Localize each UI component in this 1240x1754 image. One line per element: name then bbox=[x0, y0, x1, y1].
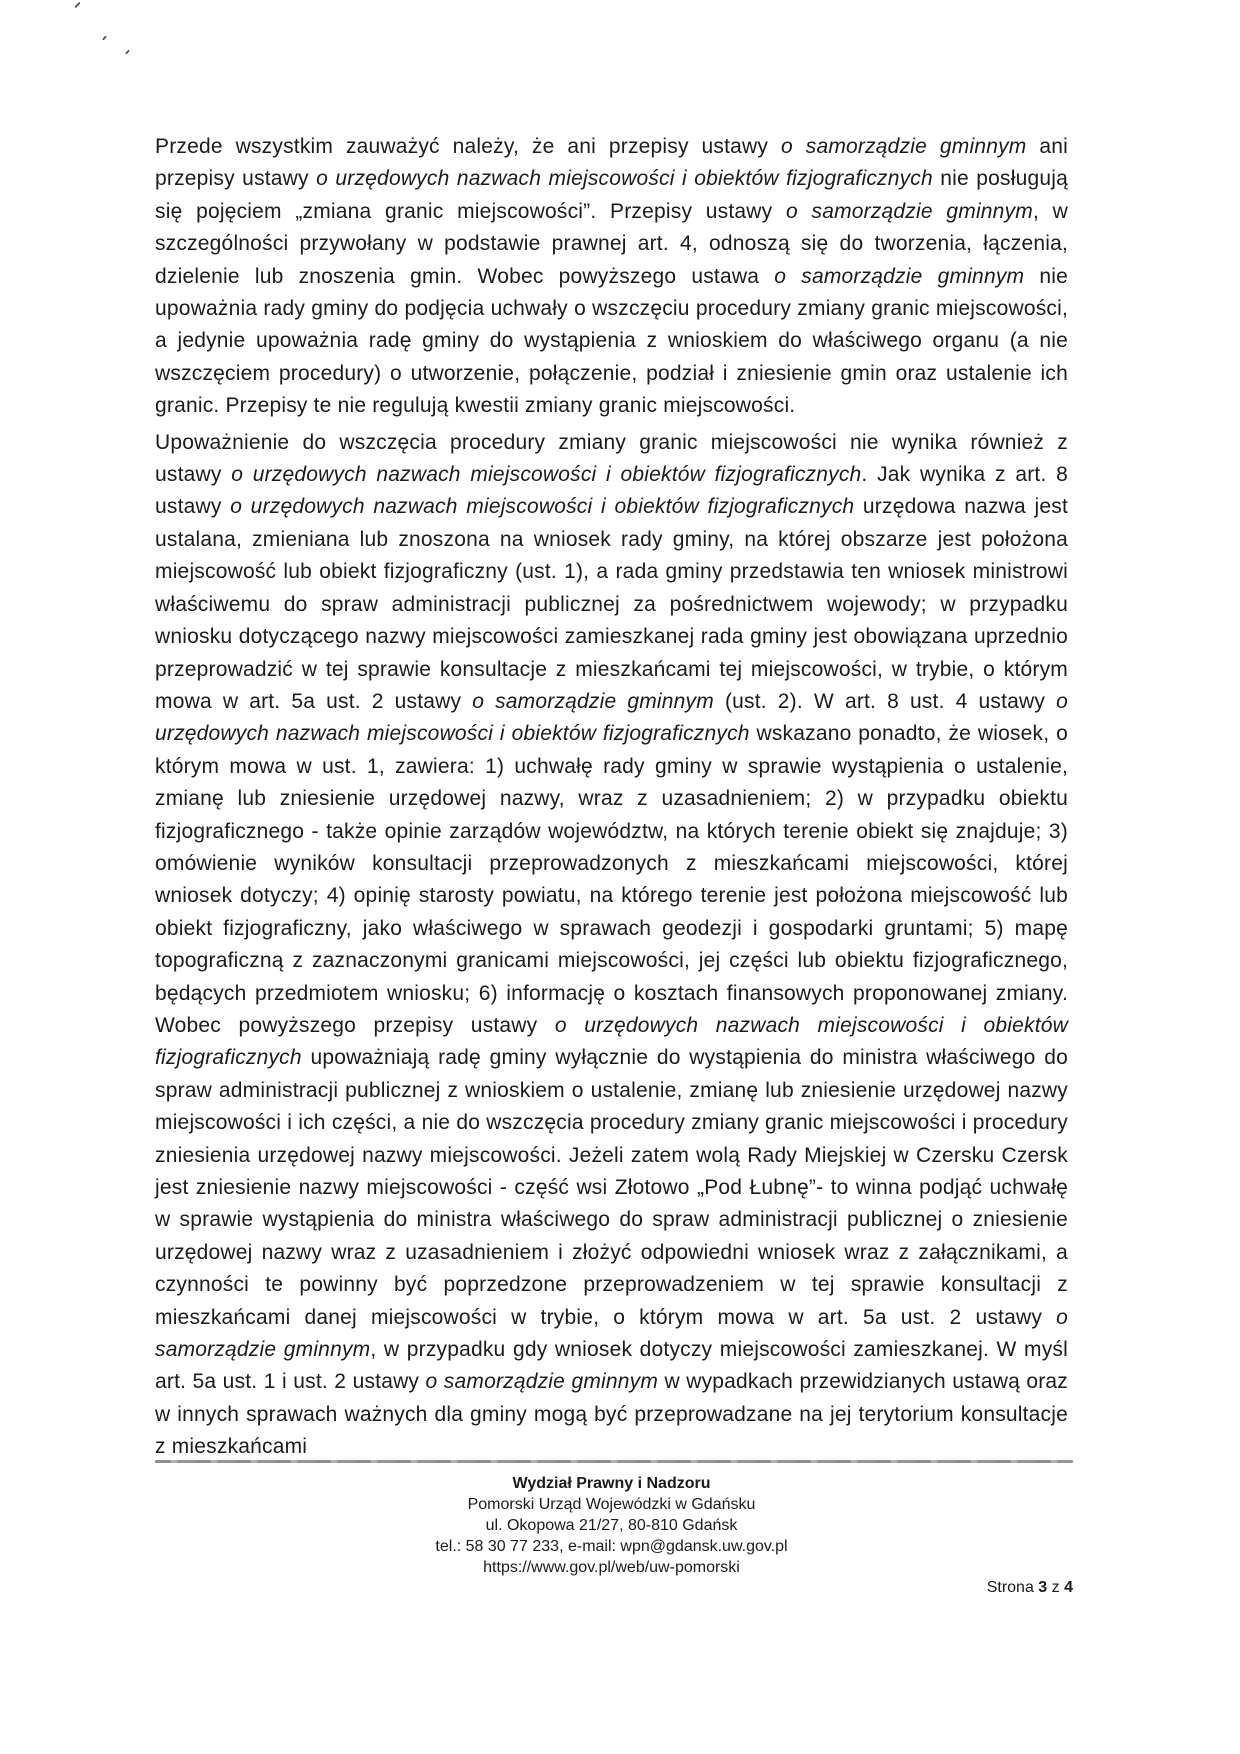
text-run: urzędowa nazwa jest ustalana, zmieniana lub znoszona na wniosek rady gminy, na której obszarze jest położona miejscowość lub obiekt fizjograficzny (ust. 1), a rada gminy przedstawia ten wniosek ministrowi właściwemu do spraw administracji publicznej za pośrednictwem wojewody; w przypadku wniosku dotyczącego nazwy miejscowości zamieszkanej rada gminy jest obowiązana uprzednio przeprowadzić w tej sprawie konsultacje z mieszkańcami tej miejscowości, w trybie, o którym mowa w art. 5a ust. 2 ustawy bbox=[155, 495, 1069, 713]
footer-divider bbox=[155, 1460, 1073, 1463]
text-run: o samorządzie gminnym bbox=[155, 1305, 1068, 1362]
scan-artifact-icon bbox=[74, 2, 80, 9]
footer-website: https://www.gov.pl/web/uw-pomorski bbox=[483, 1559, 740, 1576]
text-run: nie upoważnia rady gminy do podjęcia uchwały o wszczęciu procedury zmiany granic miejscowości, a jedynie upoważnia radę gminy do wystąpienia z wnioskiem do właściwego organu (a nie wszczęciem procedury) o utworzenie, połączenie, podział i zniesienie gmin oraz ustalenie ich granic. Przepisy te nie regulują kwestii zmiany granic miejscowości. bbox=[155, 264, 1068, 418]
text-run: o samorządzie gminnym bbox=[781, 135, 1027, 158]
footer-address: ul. Okopowa 21/27, 80-810 Gdańsk bbox=[485, 1517, 738, 1534]
text-run: 3 bbox=[1038, 1579, 1048, 1596]
text-run: o samorządzie gminnym bbox=[774, 264, 1025, 288]
scan-artifact-icon bbox=[125, 49, 130, 54]
footer-department: Wydział Prawny i Nadzoru bbox=[512, 1475, 711, 1492]
body-paragraph-2 bbox=[155, 427, 1068, 1464]
text-run: o urzędowych nazwach miejscowości i obiektów fizjograficznych bbox=[230, 495, 855, 519]
text-run: o samorządzie gminnym bbox=[472, 689, 714, 713]
text-run: . Jak wynika z art. 8 ustawy bbox=[155, 463, 1069, 519]
body-paragraph-1 bbox=[155, 131, 1068, 423]
text-run: (ust. 2). W art. 8 ust. 4 ustawy bbox=[713, 689, 1057, 713]
text-run: w wypadkach przewidzianych ustawą oraz w innych sprawach ważnych dla gminy mogą być przeprowadzane na jej terytorium konsultacje z mieszkańcami bbox=[155, 1370, 1068, 1459]
text-run: o samorządzie gminnym bbox=[785, 199, 1033, 223]
text-run: upoważniają radę gminy wyłącznie do wystąpienia do ministra właściwego do spraw administracji publicznej z wnioskiem o ustalenie, zmianę lub zniesienie urzędowej nazwy miejscowości i ich części, a nie do wszczęcia procedury zmiany granic miejscowości i procedury zniesienia urzędowej nazwy miejscowości. Jeżeli zatem wolą Rady Miejskiej w Czersku Czersk jest zniesienie nazwy miejscowości - część wsi Złotowo „Pod Łubnę”- to winna podjąć uchwałę w sprawie wystąpienia do ministra właściwego do spraw administracji publicznej o zniesienie urzędowej nazwy wraz z uzasadnieniem i złożyć odpowiedni wniosek wraz z załącznikami, a czynności te powinny być poprzedzone przeprowadzeniem w tej sprawie konsultacji z mieszkańcami danej miejscowości w trybie, o którym mowa w art. 5a ust. 2 ustawy bbox=[155, 1046, 1068, 1329]
text-run: z bbox=[1047, 1579, 1065, 1596]
footer-block bbox=[155, 1473, 1068, 1578]
text-run: Upoważnienie do wszczęcia procedury zmiany granic miejscowości nie wynika również z ustawy bbox=[155, 430, 1068, 487]
text-run: wskazano ponadto, że wiosek, o którym mowa w ust. 1, zawiera: 1) uchwałę rady gminy w sprawie wystąpienia o ustalenie, zmianę lub zniesienie urzędowej nazwy, wraz z uzasadnieniem; 2) w przypadku obiektu fizjograficznego - także opinie zarządów województw, na których terenie obiekt się znajduje; 3) omówienie wyników konsultacji przeprowadzonych z mieszkańcami miejscowości, której wniosek dotyczy; 4) opinię starosty powiatu, na którego terenie jest położona miejscowość lub obiekt fizjograficzny, jako właściwego w sprawach geodezji i gospodarki gruntami; 5) mapę topograficzną z zaznaczonymi granicami miejscowości, jej części lub obiektu fizjograficznego, będących przedmiotem wniosku; 6) informację o kosztach finansowych proponowanej zmiany. Wobec powyższego przepisy ustawy bbox=[155, 722, 1068, 1037]
text-run: , w szczególności przywołany w podstawie prawnej art. 4, odnoszą się do tworzenia, łączenia, dzielenie lub znoszenia gmin. Wobec powyższego ustawa bbox=[155, 199, 1068, 288]
text-run: Przede wszystkim zauważyć należy, że ani przepisy ustawy bbox=[155, 135, 781, 158]
text-run: o urzędowych nazwach miejscowości i obiektów fizjograficznych bbox=[155, 689, 1068, 746]
text-run: o urzędowych nazwach miejscowości i obiektów fizjograficznych bbox=[316, 167, 933, 191]
text-run: o samorządzie gminnym bbox=[425, 1370, 659, 1394]
text-run: nie posługują się pojęciem „zmiana granic miejscowości”. Przepisy ustawy bbox=[155, 167, 1068, 223]
text-run: ani przepisy ustawy bbox=[155, 135, 1068, 191]
document-body bbox=[155, 131, 1068, 1468]
text-run: Strona bbox=[986, 1579, 1039, 1596]
text-run: o urzędowych nazwach miejscowości i obiektów fizjograficznych bbox=[155, 1013, 1068, 1070]
text-run: o urzędowych nazwach miejscowości i obiektów fizjograficznych bbox=[231, 463, 862, 487]
footer-contact: tel.: 58 30 77 233, e-mail: wpn@gdansk.uw.gov.pl bbox=[435, 1538, 788, 1555]
text-run: 4 bbox=[1064, 1579, 1073, 1596]
text-run: , w przypadku gdy wniosek dotyczy miejscowości zamieszkanej. W myśl art. 5a ust. 1 i ust. 2 ustawy bbox=[155, 1338, 1068, 1394]
scan-artifact-icon bbox=[102, 35, 107, 40]
footer-office: Pomorski Urząd Wojewódzki w Gdańsku bbox=[467, 1496, 756, 1513]
page-number bbox=[987, 1577, 1073, 1598]
